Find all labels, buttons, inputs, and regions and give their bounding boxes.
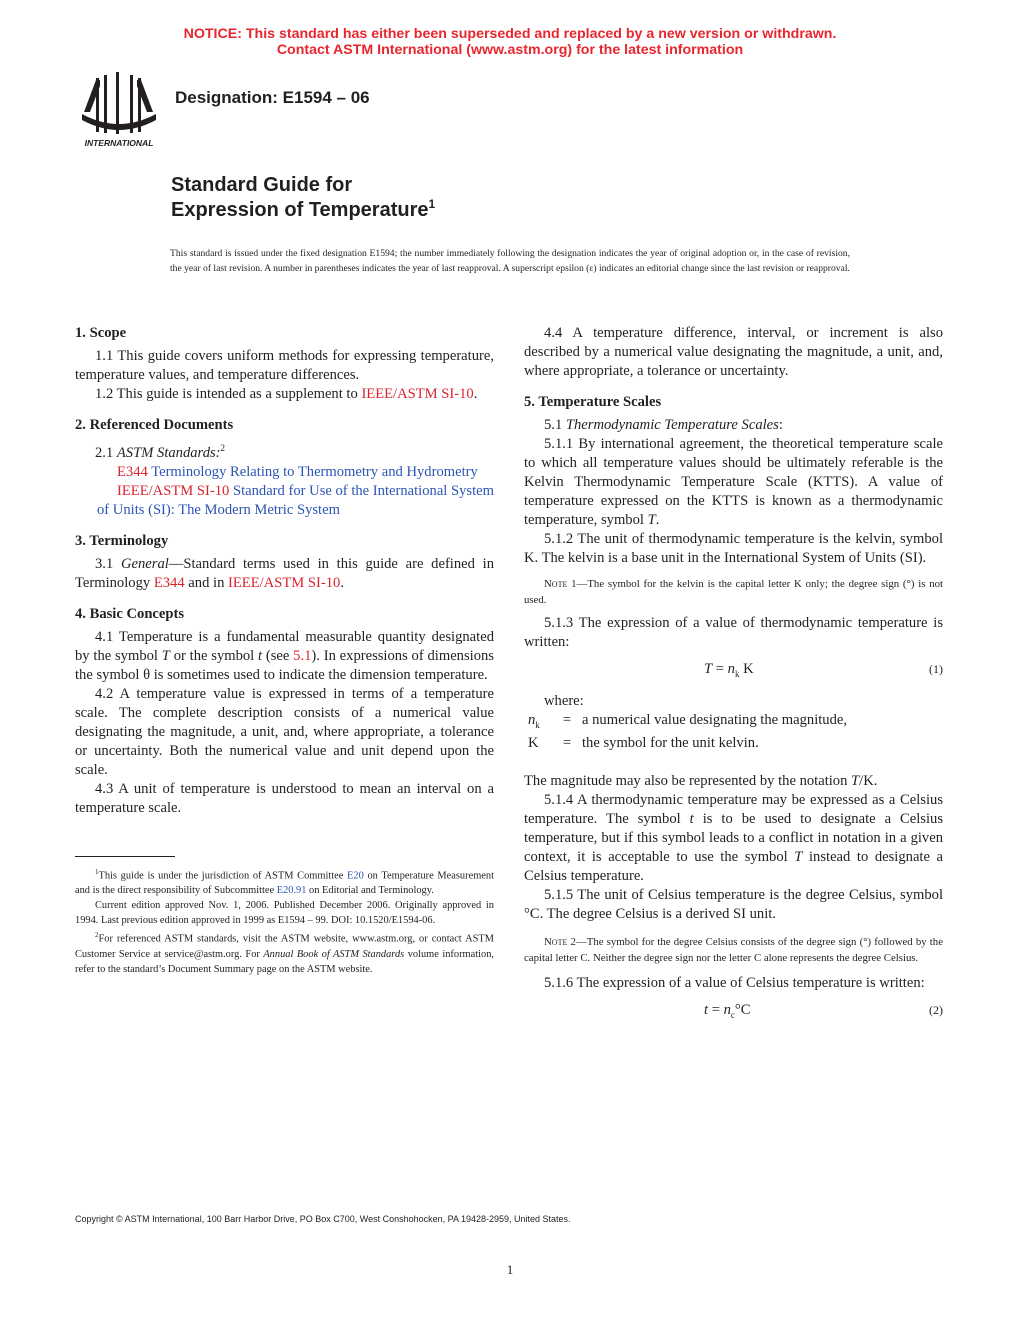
ref-e344[interactable] <box>75 463 494 482</box>
right-column <box>524 324 943 1033</box>
note-1: Note 1—The symbol for the kelvin is the capital letter K only; the degree sign (°) is not used. <box>524 578 943 606</box>
astm-logo-icon <box>74 72 164 152</box>
equation-1-number: (1) <box>929 662 943 676</box>
para-2-1: 2.1 ASTM Standards:$^2$ <box>95 443 226 461</box>
title-line-2-text: Expression of Temperature <box>171 199 429 221</box>
notice-line-1: NOTICE: This standard has either been superseded and replaced by a new version or withdrawn. <box>183 26 837 42</box>
section-4-heading: 4. Basic Concepts <box>75 605 185 622</box>
para-5-1-2: 5.1.2 The unit of thermodynamic temperature is the kelvin, symbol K. The kelvin is a base unit in the International System of Units (SI). <box>524 531 943 566</box>
link-ieee-si10-2[interactable]: IEEE/ASTM SI-10 <box>228 574 341 591</box>
footnote-1: $^1$This guide is under the jurisdiction of ASTM Committee E20 on Temperature Measurement and is the direct responsibility of Subcommittee E20.91 on Editorial and Terminology. <box>75 867 494 897</box>
link-5-1[interactable]: 5.1 <box>293 647 312 664</box>
title-line-1: Standard Guide for <box>171 174 353 196</box>
para-5-1-5: 5.1.5 The unit of Celsius temperature is the degree Celsius, symbol °C. The degree Celsius is a derived SI unit. <box>524 886 943 922</box>
footnote-divider <box>75 856 175 857</box>
para-5-1: 5.1 Thermodynamic Temperature Scales: <box>544 417 783 433</box>
para-4-2: 4.2 A temperature value is expressed in terms of a temperature scale. The complete description consists of a numerical value designating the magnitude, a unit, and, where appropriate, a tolerance or uncertainty. Both the numerical value and unit depend upon the scale. <box>75 685 494 778</box>
note-2: Note 2—The symbol for the degree Celsius consists of the degree sign (°) followed by the capital letter C. Neither the degree sign nor the letter C alone represents the degree Celsius. <box>524 935 944 964</box>
link-e20[interactable]: E20 <box>347 870 364 882</box>
title-footnote-mark: 1 <box>428 197 436 211</box>
para-3-1: 3.1 General—Standard terms used in this guide are defined in Terminology E344 and in IEEE/ASTM SI-10. <box>75 555 494 591</box>
ref-ieee-si10[interactable] <box>75 482 494 520</box>
astm-logo <box>74 72 164 152</box>
page-number: 1 <box>506 1262 514 1277</box>
para-1-2: 1.2 This guide is intended as a supplement to IEEE/ASTM SI-10. <box>95 386 478 402</box>
ref-ieee-title[interactable]: Standard for Use of the International System of Units (SI): The Modern Metric System <box>97 482 494 518</box>
notice-line-2: Contact ASTM International (www.astm.org) for the latest information <box>276 42 744 58</box>
section-1-heading: 1. Scope <box>75 325 127 341</box>
left-column <box>75 324 494 977</box>
definition-row: K = the symbol for the unit kelvin. <box>528 734 759 751</box>
para-5-1-4: 5.1.4 A thermodynamic temperature may be expressed as a Celsius temperature. The symbol t is to be used to designate a Celsius temperature, but if this symbol leads to a conflict in notation in a given context, it is acceptable to use the symbol T instead to designate a Celsius temperature. <box>524 791 944 884</box>
title-line-2 <box>171 198 435 223</box>
para-1-1: 1.1 This guide covers uniform methods for expressing temperature, temperature values, and temperature differences. <box>75 348 494 383</box>
para-4-1: 4.1 Temperature is a fundamental measurable quantity designated by the symbol T or the symbol t (see 5.1). In expressions of dimensions the symbol θ is sometimes used to indicate the dimension temperature. <box>75 628 494 683</box>
ref-ieee-code[interactable]: IEEE/ASTM SI-10 <box>117 482 230 499</box>
equation-1: $T = n_k$ K (1) <box>704 661 943 679</box>
ref-e344-title[interactable]: Terminology Relating to Thermometry and Hydrometry <box>147 463 478 480</box>
logo-caption: INTERNATIONAL <box>84 138 154 148</box>
section-5-heading: 5. Temperature Scales <box>524 394 662 410</box>
copyright-footer: Copyright © ASTM International, 100 Barr Harbor Drive, PO Box C700, West Conshohocken, PA 19428-2959, United States. <box>75 1214 571 1224</box>
where-label: where: <box>544 693 584 709</box>
para-5-1-3: 5.1.3 The expression of a value of thermodynamic temperature is written: <box>524 615 943 650</box>
para-4-3: 4.3 A unit of temperature is understood to mean an interval on a temperature scale. <box>75 780 494 816</box>
withdrawal-notice <box>0 26 1020 58</box>
para-5-1-1: 5.1.1 By international agreement, the theoretical temperature scale to which all temperature values should be ultimately referable is the Kelvin Thermodynamic Temperature Scale (KTTS). A value of temperature expressed on the KTTS is known as a thermodynamic temperature, symbol T. <box>524 436 943 528</box>
page-title <box>171 173 435 223</box>
definition-row: $n_k$ = a numerical value designating the magnitude, <box>528 712 848 730</box>
link-ieee-si10[interactable]: IEEE/ASTM SI-10 <box>361 386 474 402</box>
section-2-heading: 2. Referenced Documents <box>75 417 234 433</box>
para-5-1-6: 5.1.6 The expression of a value of Celsius temperature is written: <box>544 974 925 991</box>
equation-2-number: (2) <box>929 1002 943 1017</box>
footnote-2: $^2$For referenced ASTM standards, visit the ASTM website, www.astm.org, or contact ASTM Customer Service at service@astm.org. For Annual Book of ASTM Standards volume information, refer to the standard’s Document Summary page on the ASTM website. <box>75 931 494 975</box>
section-3-heading: 3. Terminology <box>75 532 169 549</box>
issued-statement: This standard is issued under the fixed designation E1594; the number immediately following the designation indicates the year of original adoption or, in the case of revision, the year of last revision. A number in parentheses indicates the year of last reapproval. A superscript epsilon (ε) indicates an editorial change since the last revision or reapproval. <box>170 248 850 274</box>
ref-e344-code[interactable]: E344 <box>117 463 148 480</box>
link-e20-91[interactable]: E20.91 <box>276 885 307 897</box>
designation: Designation: E1594 – 06 <box>175 88 370 107</box>
equation-2: $t = n_c^\circ C$ (2) <box>704 1001 943 1020</box>
footnote-1-edition: Current edition approved Nov. 1, 2006. Published December 2006. Originally approved in 1994. Last previous edition approved in 1999 as E1594 – 99. DOI: 10.1520/E1594-06. <box>75 900 494 927</box>
symbol-definitions <box>524 711 847 752</box>
para-4-4: 4.4 A temperature difference, interval, or increment is also described by a numerical value designating the magnitude, a unit, and, where appropriate, a tolerance or uncertainty. <box>524 325 943 379</box>
link-e344[interactable]: E344 <box>153 574 185 591</box>
magnitude-note: The magnitude may also be represented by the notation T/K. <box>524 772 878 789</box>
